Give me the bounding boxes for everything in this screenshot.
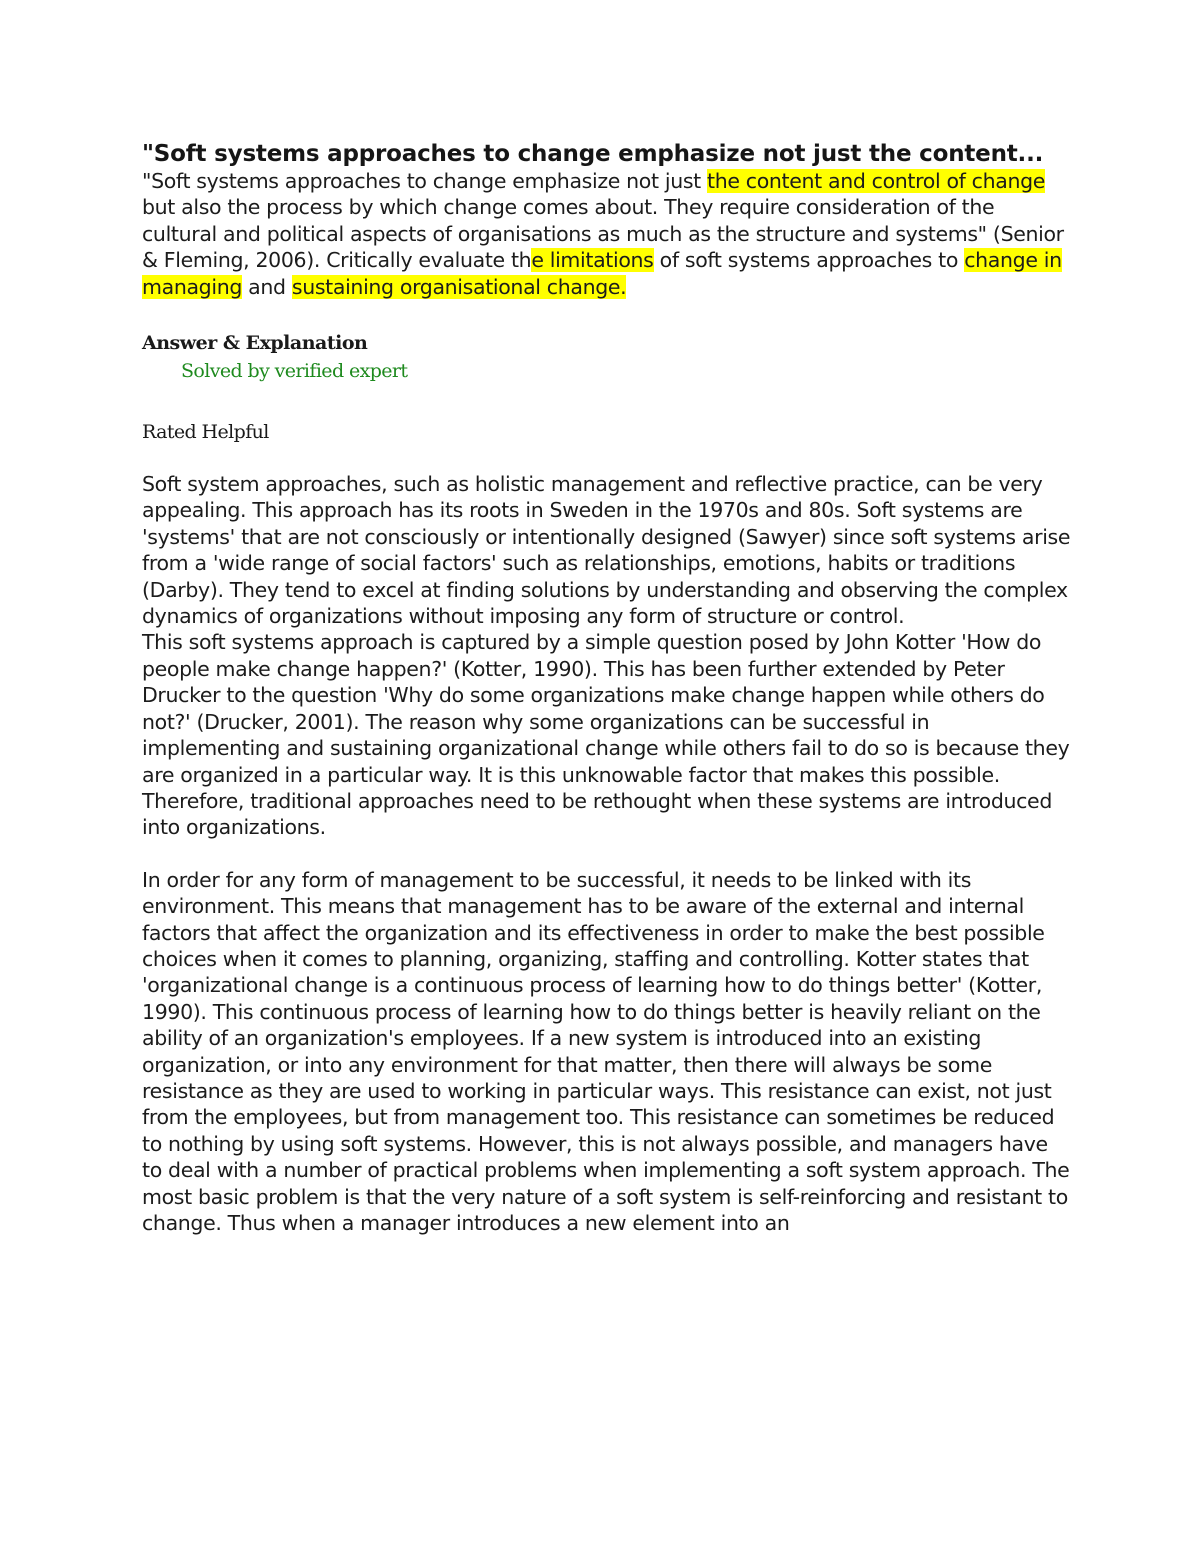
highlighted-text: sustaining organisational change. [291,274,627,299]
question-text-segment: and [242,274,292,299]
document-page [142,140,1072,1236]
answer-paragraph-3: In order for any form of management to be successful, it needs to be linked with its environment. This means that management has to be aware of the external and internal factors that affect the organization and its effectiveness in order to make the best possible choices when it comes to planning, organizing, staffing and controlling. Kotter states that 'organizational change is a continuous process of learning how to do things better' (Kotter, 1990). This continuous process of learning how to do things better is heavily reliant on the ability of an organization's employees. If a new system is introduced into an existing organization, or into any environment for that matter, then there will always be some resistance as they are used to working in particular ways. This resistance can exist, not just from the employees, but from management too. This resistance can sometimes be reduced to nothing by using soft systems. However, this is not always possible, and managers have to deal with a number of practical problems when implementing a soft system approach. The most basic problem is that the very nature of a soft system is self-reinforcing and resistant to change. Thus when a manager introduces a new element into an [142,867,1070,1235]
question-text-segment: but also the process by which change comes about. They require consideration of the cultural and political aspects of organisations as much as the structure and systems" (Senior & Fleming, 2006). Critically evaluate th [142,195,1064,273]
answer-heading: Answer & Explanation [142,332,368,355]
highlighted-text: e limitations [531,248,654,273]
answer-paragraph-2: This soft systems approach is captured by a simple question posed by John Kotter 'How do people make change happen?' (Kotter, 1990). This has been further extended by Peter Drucker to the question 'Why do some organizations make change happen while others do not?' (Drucker, 2001). The reason why some organizations can be successful in implementing and sustaining organizational change while others fail to do so is because they are organized in a particular way. It is this unknowable factor that makes this possible. Therefore, traditional approaches need to be rethought when these systems are introduced into organizations. [142,630,1070,840]
verified-expert-label: Solved by verified expert [181,360,408,383]
question-title: "Soft systems approaches to change emphasize not just the content... [142,141,1044,167]
answer-paragraph-1: Soft system approaches, such as holistic management and reflective practice, can be very appealing. This approach has its roots in Sweden in the 1970s and 80s. Soft systems are 'systems' that are not consciously or intentionally designed (Sawyer) since soft systems arise from a 'wide range of social factors' such as relationships, emotions, habits or traditions (Darby). They tend to excel at finding solutions by understanding and observing the complex dynamics of organizations without imposing any form of structure or control. [142,472,1071,629]
rating-label: Rated Helpful [142,421,269,444]
question-body [142,168,1072,300]
question-text-segment: of soft systems approaches to [653,248,965,273]
highlighted-text: change in managing [142,248,1062,299]
question-text-segment: "Soft systems approaches to change emphasize not just [142,169,708,193]
highlighted-text: the content and control of change [707,169,1046,193]
